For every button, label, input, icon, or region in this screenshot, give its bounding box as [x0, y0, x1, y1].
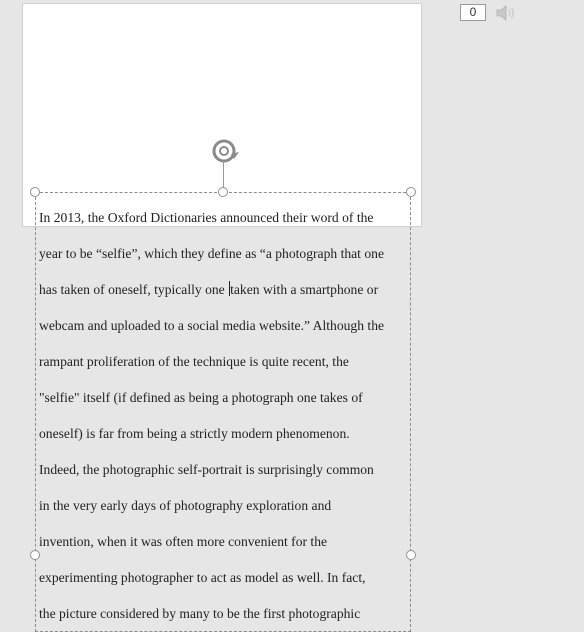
text-line: Indeed, the photographic self-portrait is surprisingly common: [39, 462, 374, 477]
resize-handle-top-left[interactable]: [30, 187, 40, 197]
text-line: experimenting photographer to act as model as well. In fact,: [39, 570, 366, 585]
text-line: year to be “selfie”, which they define as “a photograph that one: [39, 246, 384, 261]
text-line: oneself) is far from being a strictly modern phenomenon.: [39, 426, 350, 441]
text-line: invention, when it was often more convenient for the: [39, 534, 328, 549]
page-counter[interactable]: 0: [460, 4, 486, 21]
speaker-icon[interactable]: [495, 4, 517, 22]
text-line: rampant proliferation of the technique is quite recent, the: [39, 354, 349, 369]
text-line-end: taken with a smartphone or: [230, 282, 379, 297]
text-line: "selfie" itself (if defined as being a photograph one takes of: [39, 390, 363, 405]
body-text[interactable]: [39, 200, 411, 632]
text-line: webcam and uploaded to a social media website.” Although the: [39, 318, 385, 333]
rotate-icon[interactable]: [208, 137, 242, 167]
resize-handle-top-right[interactable]: [406, 187, 416, 197]
text-line: the picture considered by many to be the first photographic: [39, 606, 361, 621]
resize-handle-top-center[interactable]: [218, 187, 228, 197]
text-line: [39, 272, 411, 308]
text-line: In 2013, the Oxford Dictionaries announced their word of the: [39, 210, 374, 225]
text-line: in the very early days of photography exploration and: [39, 498, 332, 513]
text-line-start: has taken of oneself, typically one: [39, 282, 229, 297]
